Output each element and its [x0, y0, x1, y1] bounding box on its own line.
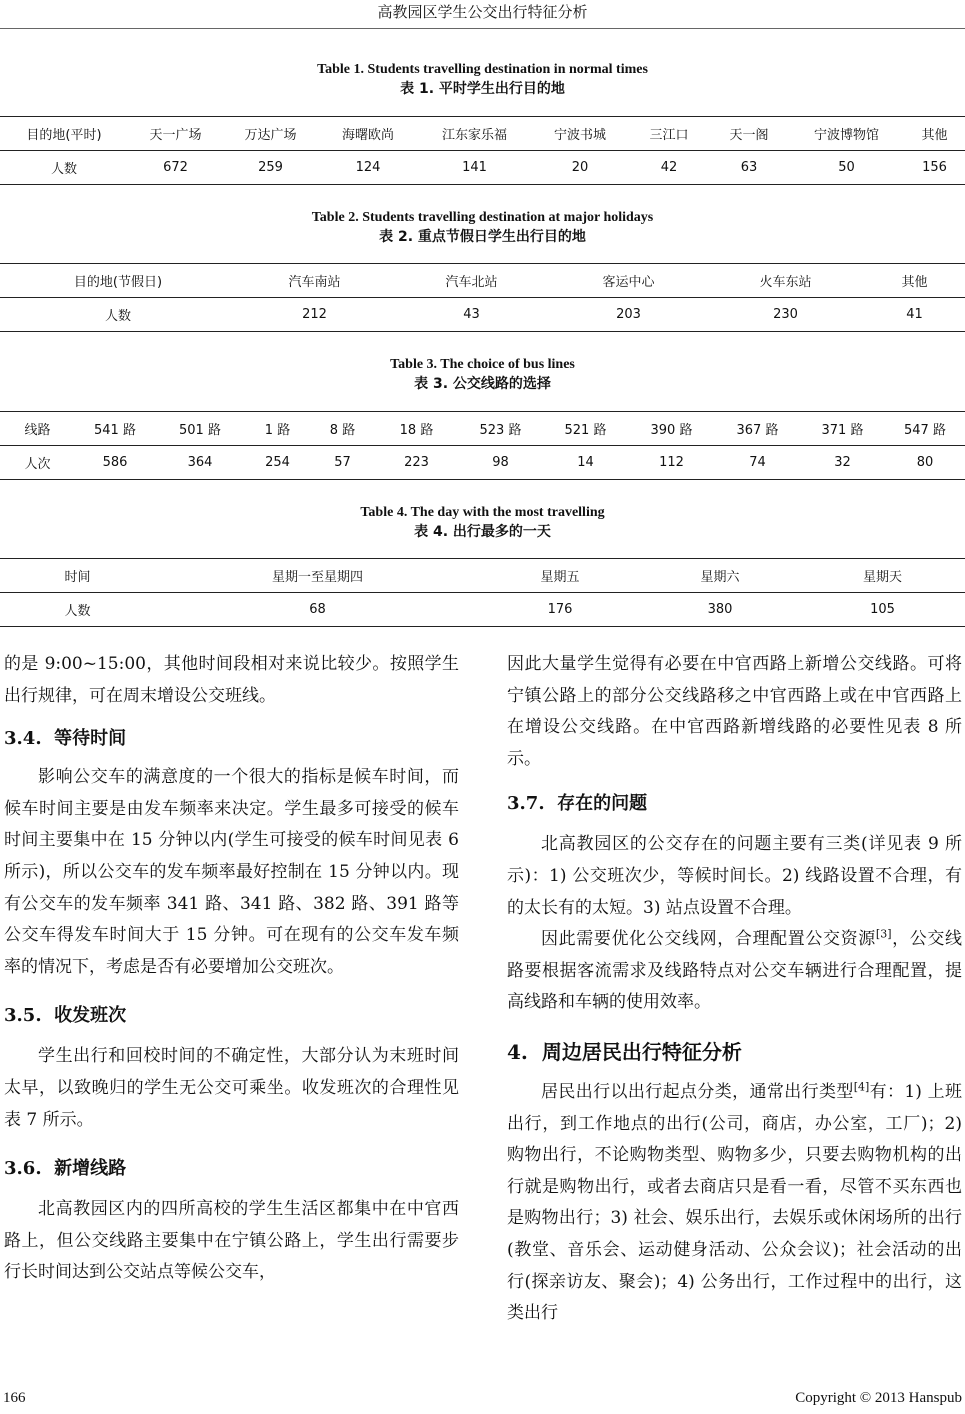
table-cell: 156 [922, 160, 947, 175]
table-cell: 672 [163, 160, 188, 175]
table2-caption-zh: 表 2. 重点节假日学生出行目的地 [379, 229, 586, 245]
left-column [4, 649, 459, 1289]
table-cell: 63 [740, 160, 758, 175]
table-cell: 176 [547, 602, 573, 617]
table-header-cell: 541 路 [75, 412, 155, 446]
table-header-cell: 天一阁 [709, 117, 789, 151]
table-cell: 212 [302, 307, 327, 322]
paragraph-text: ，公交线路要根据客流需求及线路特点对公交车辆进行合理配置，提高线路和车辆的使用效率。 [507, 929, 963, 1013]
section-number: 3.4. [4, 728, 42, 750]
table-2 [0, 263, 965, 332]
table-header-cell: 8 路 [310, 412, 375, 446]
table-cell: 人数 [50, 162, 77, 177]
table-header-cell: 汽车南站 [236, 264, 393, 298]
table-cell: 380 [707, 602, 733, 617]
table3-caption-zh: 表 3. 公交线路的选择 [414, 376, 551, 392]
table-cell: 人数 [104, 309, 131, 324]
section-heading-3-7 [507, 791, 962, 817]
table-cell: 98 [492, 455, 509, 470]
table-cell: 364 [187, 455, 213, 470]
table-cell: 57 [334, 455, 351, 470]
table-header-cell: 1 路 [245, 412, 310, 446]
table1-caption-en: Table 1. Students travelling destination in normal times [317, 62, 648, 77]
section-title: 收发班次 [54, 1005, 127, 1027]
running-header [0, 0, 965, 29]
table2-caption-en: Table 2. Students travelling destination at major holidays [311, 210, 654, 225]
right-column [507, 649, 962, 1330]
section-number: 3.6. [4, 1158, 42, 1180]
table-header-cell: 其他 [864, 264, 965, 298]
table-header-cell: 星期一至星期四 [155, 559, 480, 593]
copyright: Copyright © 2013 Hanspub [795, 1390, 962, 1406]
table-1 [0, 116, 965, 185]
table-cell: 105 [870, 602, 895, 617]
table-cell: 124 [355, 160, 381, 175]
table-header-cell: 367 路 [715, 412, 800, 446]
section-number: 3.5. [4, 1005, 42, 1027]
table-cell: 80 [916, 455, 934, 470]
table-cell: 254 [265, 455, 290, 470]
table-header-row [0, 117, 965, 151]
section-heading-3-5 [4, 1003, 459, 1029]
table-cell: 586 [102, 455, 128, 470]
table-header-cell: 宁波博物馆 [789, 117, 904, 151]
table-header-cell: 线路 [0, 412, 75, 446]
table-row [0, 298, 965, 332]
table1-caption-zh: 表 1. 平时学生出行目的地 [400, 81, 565, 97]
table-cell: 14 [577, 455, 594, 470]
table-3 [0, 411, 965, 480]
table-header-cell: 18 路 [375, 412, 458, 446]
paragraph-text: 居民出行以出行起点分类，通常出行类型 [541, 1081, 854, 1102]
table-header-cell: 万达广场 [223, 117, 318, 151]
table-header-cell: 星期六 [640, 559, 800, 593]
table-cell: 41 [906, 307, 923, 322]
paragraph: 北高教园区的公交存在的问题主要有三类(详见表 9 所示)：1) 公交班次少，等候时间长。2) 线路设置不合理，有的太长有的太短。3) 站点设置不合理。 [507, 834, 962, 918]
table-cell: 203 [616, 307, 641, 322]
table3-caption-en: Table 3. The choice of bus lines [390, 357, 575, 372]
table-header-cell: 星期天 [800, 559, 965, 593]
table-header-cell: 海曙欧尚 [318, 117, 418, 151]
paragraph [507, 924, 962, 1019]
table-cell: 223 [404, 455, 429, 470]
table-row [0, 151, 965, 185]
table-cell: 50 [838, 160, 855, 175]
table-header-cell: 江东家乐福 [418, 117, 531, 151]
table-cell: 74 [749, 455, 766, 470]
table-header-cell: 501 路 [155, 412, 245, 446]
paragraph-text: 有：1) 上班出行，到工作地点的出行(公司，商店，办公室，工厂)；2) 购物出行，不论购物类型、购物多少，只要去购物机构的出行就是购物出行，或者去商店只是看一看，尽管不买东西也是购物出行；3) 社会、娱乐出行，去娱乐或休闲场所的出行(教堂、音乐会、运动健身活动、公众会议)；社会活动的出行(探亲访友、聚会)；4) 公务出行，工作过程中的出行，这类出行 [507, 1081, 963, 1324]
table-header-cell: 523 路 [458, 412, 543, 446]
paragraph-text: 因此需要优化公交线网，合理配置公交资源 [541, 929, 876, 950]
table-header-cell: 其他 [904, 117, 965, 151]
table-header-cell: 火车东站 [707, 264, 864, 298]
page-number: 166 [3, 1390, 26, 1406]
paragraph: 的是 9:00~15:00，其他时间段相对来说比较少。按照学生出行规律，可在周末增设公交班线。 [4, 654, 459, 706]
section-number: 3.7. [507, 793, 545, 815]
running-header-title: 高教园区学生公交出行特征分析 [377, 3, 588, 21]
table-cell: 43 [463, 307, 480, 322]
table-cell: 32 [834, 455, 851, 470]
table-cell: 人次 [24, 457, 51, 472]
section-heading-4 [507, 1037, 962, 1067]
table4-caption-zh: 表 4. 出行最多的一天 [414, 524, 551, 540]
table-header-cell: 宁波书城 [531, 117, 629, 151]
citation-ref: [3] [875, 927, 892, 941]
paragraph: 因此大量学生觉得有必要在中官西路上新增公交线路。可将宁镇公路上的部分公交线路移之中官西路上或在中官西路上在增设公交线路。在中官西路新增线路的必要性见表 8 所示。 [507, 654, 962, 769]
table-cell: 259 [258, 160, 283, 175]
citation-ref: [4] [853, 1080, 870, 1094]
table-header-cell: 目的地(平时) [0, 117, 128, 151]
table-header-cell: 390 路 [628, 412, 715, 446]
section-heading-3-4 [4, 726, 459, 752]
table-header-cell: 521 路 [543, 412, 628, 446]
table-4 [0, 558, 965, 627]
table-cell: 42 [660, 160, 678, 175]
table-header-cell: 汽车北站 [393, 264, 550, 298]
table-header-row [0, 264, 965, 298]
section-number: 4. [507, 1039, 528, 1064]
table-header-cell: 天一广场 [128, 117, 223, 151]
table-row [0, 446, 965, 480]
paragraph [507, 1077, 962, 1330]
section-title: 新增线路 [54, 1158, 127, 1180]
paragraph: 北高教园区内的四所高校的学生生活区都集中在中官西路上，但公交线路主要集中在宁镇公路上，学生出行需要步行长时间达到公交站点等候公交车， [4, 1199, 459, 1283]
table-header-row [0, 412, 965, 446]
table-header-row [0, 559, 965, 593]
paragraph: 学生出行和回校时间的不确定性，大部分认为末班时间太早，以致晚归的学生无公交可乘坐。收发班次的合理性见表 7 所示。 [4, 1046, 459, 1130]
table-header-cell: 547 路 [885, 412, 965, 446]
table-cell: 141 [462, 160, 487, 175]
table-cell: 人数 [64, 604, 91, 619]
table-cell: 112 [659, 455, 684, 470]
table-header-cell: 客运中心 [550, 264, 707, 298]
table-cell: 20 [571, 160, 589, 175]
table-header-cell: 371 路 [800, 412, 885, 446]
table-row [0, 593, 965, 627]
table-cell: 230 [773, 307, 798, 322]
table-cell: 68 [309, 602, 326, 617]
paragraph: 影响公交车的满意度的一个很大的指标是候车时间，而候车时间主要是由发车频率来决定。学生最多可接受的候车时间主要集中在 15 分钟以内(学生可接受的候车时间见表 6 所示)，所以公交车的发车频率最好控制在 15 分钟以内。现有公交车的发车频率 341 路、341 路、382 路、391 路等公交车得发车时间大于 15 分钟。可在现有的公交车发车频率的情况下，考虑是否有必要增加公交班次。 [4, 767, 459, 977]
table-header-cell: 星期五 [480, 559, 640, 593]
section-title: 等待时间 [54, 728, 127, 750]
page-footer [0, 1388, 965, 1414]
section-title: 周边居民出行特征分析 [541, 1039, 742, 1064]
table-header-cell: 目的地(节假日) [0, 264, 236, 298]
table4-caption-en: Table 4. The day with the most travelling [360, 505, 605, 520]
table-header-cell: 时间 [0, 559, 155, 593]
section-title: 存在的问题 [557, 793, 648, 815]
table-header-cell: 三江口 [629, 117, 709, 151]
section-heading-3-6 [4, 1156, 459, 1182]
